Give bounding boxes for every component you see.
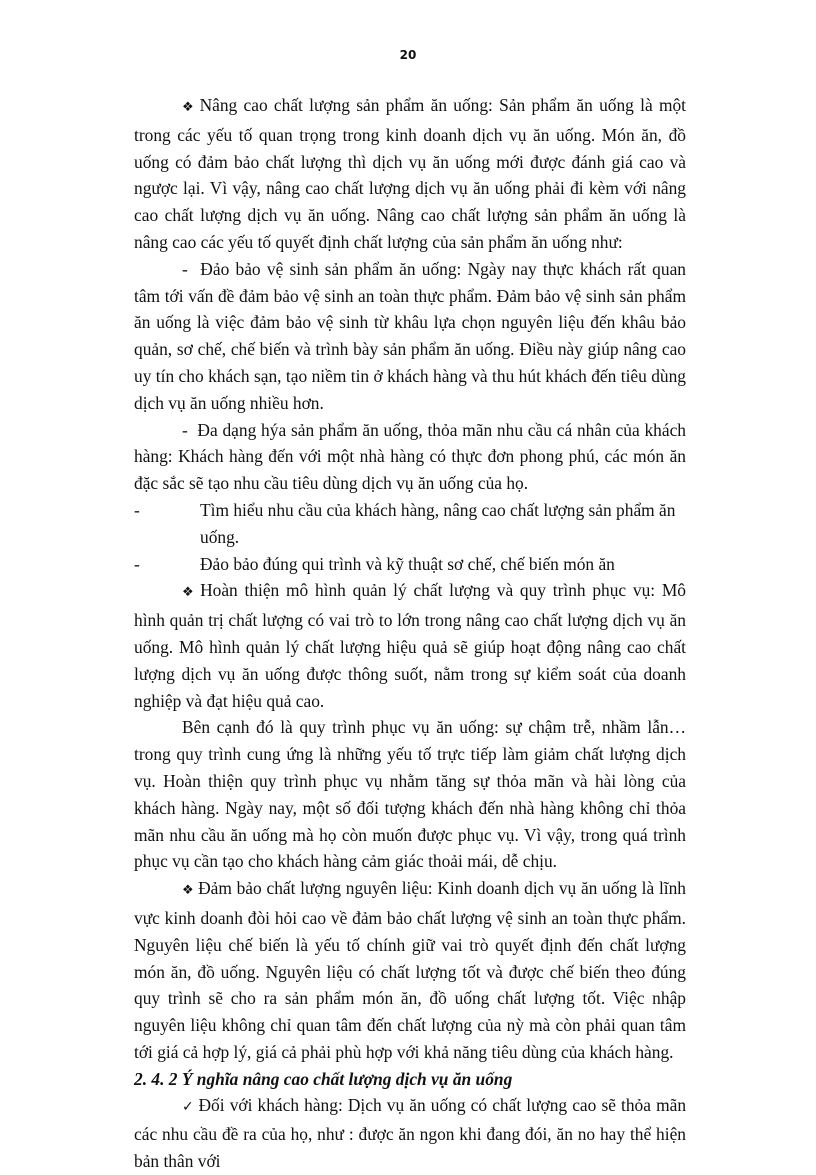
diamond-bullet-icon: ❖ <box>182 100 196 115</box>
list-item-customer-needs <box>134 497 686 551</box>
paragraph-text: Hoàn thiện mô hình quản lý chất lượng và quy trình phục vụ: Mô hình quản trị chất lượng có vai trò to lớn trong nâng cao chất lượng dịch vụ ăn uống. Mô hình quản lý chất lượng hiệu quả sẽ giúp hoạt động nâng cao chất lượng dịch vụ ăn uống được thông suốt, nằm trong sự kiểm soát của doanh nghiệp và đạt hiệu quả cao. <box>134 580 686 711</box>
bullet-paragraph-product-quality <box>134 92 686 256</box>
dash-bullet: - <box>134 553 140 574</box>
section-heading: 2. 4. 2 Ý nghĩa nâng cao chất lượng dịch vụ ăn uống <box>134 1068 513 1089</box>
paragraph-text: Đảm bảo chất lượng nguyên liệu: Kinh doanh dịch vụ ăn uống là lĩnh vực kinh doanh đòi hỏi cao về đảm bảo chất lượng vệ sinh an toàn thực phẩm. Nguyên liệu chế biến là yếu tố chính giữ vai trò quyết định đến chất lượng món ăn, đồ uống. Nguyên liệu có chất lượng tốt và được chế biến theo đúng quy trình sẽ cho ra sản phẩm món ăn, đồ uống chất lượng tốt. Việc nhập nguyên liệu không chỉ quan tâm đến chất lượng của nỳ mà còn phải quan tâm tới giá cả hợp lý, giá cả phải phù hợp với khả năng tiêu dùng của khách hàng. <box>134 878 687 1062</box>
paragraph-service-process: Bên cạnh đó là quy trình phục vụ ăn uống: sự chậm trễ, nhầm lẫn…trong quy trình cung ứng là những yếu tố trực tiếp làm giảm chất lượng dịch vụ. Hoàn thiện quy trình phục vụ nhằm tăng sự thỏa mãn và hài lòng của khách hàng. Ngày nay, một số đối tượng khách đến nhà hàng không chỉ thỏa mãn nhu cầu ăn uống mà họ còn muốn được phục vụ. Vì vậy, trong quá trình phục vụ cần tạo cho khách hàng cảm giác thoải mái, dễ chịu. <box>134 717 686 872</box>
page-number: 20 <box>399 48 417 62</box>
dash-bullet: - <box>182 258 188 279</box>
bullet-paragraph-ingredients <box>134 875 686 1066</box>
paragraph-text: Nâng cao chất lượng sản phẩm ăn uống: Sản phẩm ăn uống là một trong các yếu tố quan trọng trong kinh doanh dịch vụ ăn uống. Món ăn, đồ uống có đảm bảo chất lượng thì dịch vụ ăn uống mới được đánh giá cao và ngược lại. Vì vậy, nâng cao chất lượng dịch vụ ăn uống phải đi kèm với nâng cao chất lượng dịch vụ ăn uống. Nâng cao chất lượng sản phẩm ăn uống là nâng cao các yếu tố quyết định chất lượng của sản phẩm ăn uống như: <box>134 95 687 252</box>
paragraph-text: Đa dạng hýa sản phẩm ăn uống, thỏa mãn nhu cầu cá nhân của khách hàng: Khách hàng đến với một nhà hàng có thực đơn phong phú, các món ăn đặc sắc sẽ tạo nhu cầu tiêu dùng dịch vụ ăn uống của họ. <box>134 419 687 494</box>
list-item-text: Tìm hiểu nhu cầu của khách hàng, nâng cao chất lượng sản phẩm ăn uống. <box>200 499 676 547</box>
dash-paragraph-hygiene <box>134 256 686 417</box>
dash-bullet: - <box>134 499 140 520</box>
diamond-bullet-icon: ❖ <box>182 883 195 899</box>
list-item-process <box>134 551 686 578</box>
check-paragraph-customers <box>134 1092 686 1174</box>
bullet-paragraph-management-model <box>134 577 686 714</box>
list-item-text: Đảo bảo đúng qui trình và kỹ thuật sơ chế, chế biến món ăn <box>200 553 615 574</box>
diamond-bullet-icon: ❖ <box>182 585 197 601</box>
dash-paragraph-diversify <box>134 417 686 497</box>
paragraph-text: Đối với khách hàng: Dịch vụ ăn uống có chất lượng cao sẽ thỏa mãn các nhu cầu đề ra của họ, như : được ăn ngon khi đang đói, ăn no hay thể hiện bản thân với <box>134 1095 687 1172</box>
dash-bullet: - <box>182 419 188 440</box>
paragraph-text: Đảo bảo vệ sinh sản phẩm ăn uống: Ngày nay thực khách rất quan tâm tới vấn đề đảm bảo vệ sinh an toàn thực phẩm. Đảm bảo vệ sinh sản phẩm ăn uống là việc đảm bảo vệ sinh từ khâu lựa chọn nguyên liệu đến khâu bảo quản, sơ chế, chế biến và trình bày sản phẩm ăn uống. Điều này giúp nâng cao uy tín cho khách sạn, tạo niềm tin ở khách hàng và thu hút khách đến tiêu dùng dịch vụ ăn uống nhiều hơn. <box>134 258 686 413</box>
checkmark-icon: ✓ <box>182 1099 195 1116</box>
document-body <box>134 92 686 1175</box>
